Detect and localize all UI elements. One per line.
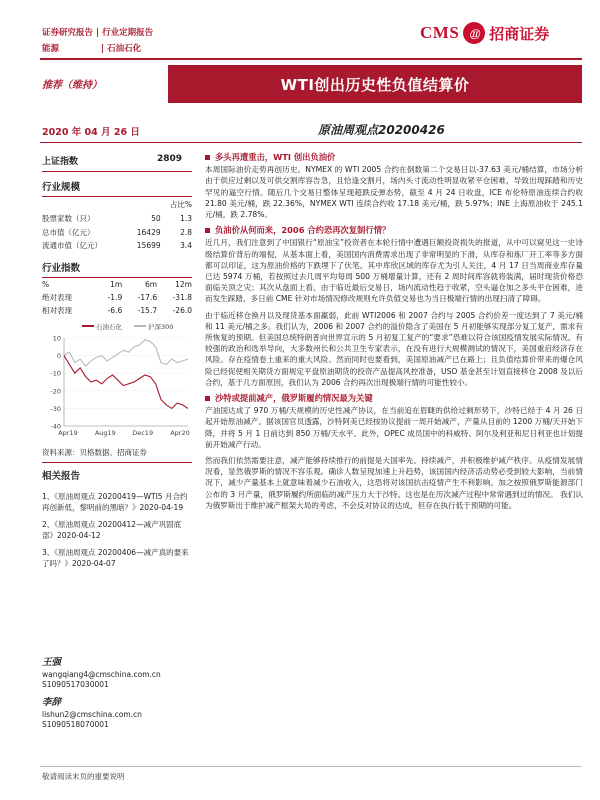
cms-logo: [420, 22, 549, 44]
rating: 推荐（维持）: [42, 80, 102, 91]
y-tick-label: -20: [50, 386, 61, 395]
report-category: [42, 25, 153, 57]
analyst-email[interactable]: lishun2@cmschina.com.cn: [42, 710, 142, 719]
row-label: 相对表现: [42, 306, 72, 316]
table-row: [42, 290, 192, 304]
logo-cn-text: 招商证券: [489, 24, 550, 43]
report-subtitle: 原油周观点20200426: [318, 123, 445, 137]
row-pct: 2.8: [180, 227, 192, 237]
industry-scale-title: 行业规模: [42, 172, 192, 197]
table-header: [42, 278, 192, 290]
industry-index-table: [42, 278, 192, 318]
separator: |: [96, 28, 100, 38]
analyst-contacts: [42, 658, 192, 730]
x-tick-label: Apr20: [170, 428, 190, 437]
chart-source: 资料来源：贝格数据、招商证券: [42, 444, 192, 463]
table-row: [42, 211, 192, 225]
row-value: -26.0: [172, 306, 192, 316]
paragraph: 由于临近移仓换月以及现货基本面羸弱，此前 WTI2006 和 2007 合约与 2005 合约价差一度达到了 7 美元/桶和 11 美元/桶之多。我们认为，2006 和 2007 合约的溢价隐含了美国在 5 月初能够实现部分复工复产，需求有所恢复的预期。但美国总统特朗普向世界宣示的 5 月初复工复产的“要求”恐难以符合该国疫情发展实际情况。有较强的政治和选举导向，大多数州长和公共卫生专家表示，在没有进行大规模测试的情况下，美国重启经济存在风险。存在疫情卷土重来的重大风险。然而同时也要看到，美国原油减产已在路上；且负值结算价带来的爆仓风险已经促使相关期货方面规定平盘原油期货的投资产品提高风控准备，USO 基金甚至计划直接移仓 2008 及以后合约，基于几方面原因，我们认为 2006 合约再次出现极端行情的可能性较小。: [205, 310, 583, 387]
row-value: -15.7: [137, 306, 158, 316]
row-value: -17.6: [137, 292, 158, 302]
row-value: 16429: [136, 227, 161, 237]
report-subtype: 行业定期报告: [102, 28, 154, 38]
pct-header: 占比%: [169, 200, 192, 209]
row-value: 50: [151, 213, 161, 223]
report-date: 2020 年 04 月 26 日: [42, 127, 140, 138]
square-bullet-icon: [205, 228, 210, 233]
industry-index-title: 行业指数: [42, 253, 192, 278]
analyst-email[interactable]: wangqiang4@cmschina.com.cn: [42, 670, 161, 679]
y-tick-label: -10: [50, 369, 61, 378]
row-label: 股票家数（只）: [42, 213, 95, 223]
index-row: [42, 152, 192, 172]
related-report-link[interactable]: 1、《原油周观点 20200419—WTI5 月合约再创新低，黎明前的黑暗？》2020-04-19: [42, 491, 188, 512]
index-label: 上证指数: [42, 157, 79, 167]
x-tick-label: Apr19: [58, 428, 78, 437]
performance-chart-svg: [42, 320, 192, 444]
col-header: 6m: [145, 279, 158, 289]
analyst-name: 王强: [42, 657, 62, 668]
y-tick-label: 0: [56, 351, 61, 360]
sub-sector: 石油石化: [107, 44, 142, 54]
related-reports-title: 相关报告: [42, 470, 81, 482]
col-header: 12m: [175, 279, 192, 289]
analyst-id: S1090517030001: [42, 680, 109, 689]
row-pct: 1.3: [180, 213, 192, 223]
related-report-link[interactable]: 2、《原油周观点 20200412—减产巩固底部》2020-04-12: [42, 519, 182, 540]
report-type: 证券研究报告: [42, 28, 94, 38]
x-tick-label: Dec19: [132, 428, 154, 437]
row-label: 绝对表现: [42, 292, 72, 302]
section-heading: [205, 152, 583, 163]
legend-label: 沪深300: [148, 322, 174, 331]
row-value: -1.9: [107, 292, 123, 302]
logo-badge-icon: ⑪: [463, 22, 485, 44]
sidebar: [42, 152, 192, 569]
table-row: [42, 304, 192, 318]
square-bullet-icon: [205, 155, 210, 160]
y-tick-label: 10: [52, 334, 61, 343]
row-value: -6.6: [107, 306, 123, 316]
sector: 能源: [42, 44, 60, 54]
row-value: -31.8: [172, 292, 192, 302]
logo-cms-text: CMS: [420, 23, 460, 42]
row-label: 总市值（亿元）: [42, 227, 95, 237]
paragraph: 产油国达成了 970 万桶/天规模的历史性减产协议，在当前追在眉睫的供给过剩形势下，沙特已经于 4 月 26 日起开始原油减产。据该国官员透露，沙特阿美已经按协议提前一周开始减产，产量从目前的 1200 万桶/天开始下降，并将 5 月 1 日前达到 850 万桶/天水平。此外，OPEC 成员国中的科威特、阿尔及利亚和尼日利亚也计划提前开始减产行动。: [205, 406, 583, 449]
col-header: %: [42, 279, 50, 289]
related-report-link[interactable]: 3、《原油周观点 20200406—减产真的要来了吗？》2020-04-07: [42, 547, 189, 568]
table-row: [42, 225, 192, 239]
series-line-1: [64, 339, 188, 365]
report-title: WTI创出历史性负值结算价: [280, 75, 470, 94]
table-row: [42, 239, 192, 253]
analyst-id: S1090518070001: [42, 720, 109, 729]
legend-label: 石油石化: [96, 322, 122, 331]
paragraph: 近几月，我们注意到了中国银行“原油宝”投资者在本轮行情中遭遇巨额投资损失的报道，从中可以窥见这一史诗级结算价背后的端倪，从基本面上看，美国国内消费需求出现了非常明显的下滑，从库存和炼厂开工率等多方面都可以印证，这为原油价格的下跌埋下了伏笔。其中库欣区域的库存尤为引人关注，4 月 17 日当周商业库存量已达 5974 万桶，若按照过去几周平均每周 500 万桶增量计算，还有 2 周时间库容就将装满，届时现货价格恐面临关顶之灾；其次从盘面上看，由于临近最后交易日，场内流动性趋于收紧，空头逼仓加之多头平仓困难，进而发生踩踏，多日前 CME 针对市场情况修改规则允许负值交易也为当日极端行情的出现扫清了障碍。: [205, 238, 583, 304]
y-tick-label: -30: [50, 404, 61, 413]
index-value: 2809: [156, 154, 182, 164]
separator: |: [101, 44, 105, 54]
footer-note: 敬请阅读末页的重要说明: [42, 772, 125, 781]
col-header: 1m: [110, 279, 123, 289]
paragraph: 然而我们依然需要注意，减产能够持续推行的前提是大国率先、持续减产，并积极维护减产秩序。从疫情发展情况看，显然俄罗斯的情况不容乐观。确诊人数呈现加速上升趋势，该国国内经济活动势必受到较大影响，当前情况下，减少产量基本上就意味着减少石油收入，这恐将对该国抗击疫情产生不利影响。加之按照俄罗斯能源部门公布的 3 月产量，俄罗斯履约所面临的减产压力大于沙特。这也是在历次减产过程中常常遇到过的情况。 我们认为俄罗斯出于维护减产框架大局的考虑，不会反对协议的达成，但存在执行低于预期的可能。: [205, 456, 583, 510]
performance-chart: [42, 320, 192, 444]
section-heading-text: 负油价从何而来，2006 合约恐再次复制行情？: [215, 225, 391, 236]
row-pct: 3.4: [180, 241, 192, 251]
paragraph: 本周国际油价走势再创历史。NYMEX 的 WTI 2005 合约在倒数第二个交易日以-37.63 美元/桶结算，市场分析由于供应过剩以及可供交割库容告急，且恰逢交割月，场内头寸流动性明显收紧平仓困难，导致出现踩踏和历史罕见的逼空行情。随后几个交易日整体呈现超跌反弹态势，截至 4 月 24 日收盘，ICE 布伦特原油连续合约收 21.80 美元/桶，跌 22.36%，NYMEX WTI 连续合约收 17.18 美元/桶，跌 5.97%；INE 上海原油收于 245.1 元/桶，跌 2.78%。: [205, 165, 583, 220]
section-heading: [205, 225, 583, 236]
square-bullet-icon: [205, 396, 210, 401]
series-line-0: [64, 355, 188, 408]
x-tick-label: Aug19: [94, 428, 116, 437]
subtitle-divider: [40, 142, 582, 143]
section-heading: [205, 393, 583, 404]
y-tick-label: -40: [50, 422, 61, 431]
row-label: 流通市值（亿元）: [42, 241, 102, 251]
header-divider: [40, 58, 582, 60]
section-heading-text: 多头再遭重击，WTI 创出负油价: [215, 152, 336, 162]
main-content: [205, 152, 583, 516]
report-title-bar: [168, 65, 582, 103]
analyst-name: 李辞: [42, 697, 62, 708]
section-heading-text: 沙特或提前减产，俄罗斯履约情况最为关键: [215, 393, 373, 404]
row-value: 15699: [136, 241, 161, 251]
footer-divider: [40, 766, 582, 767]
industry-scale-table: [42, 197, 192, 253]
